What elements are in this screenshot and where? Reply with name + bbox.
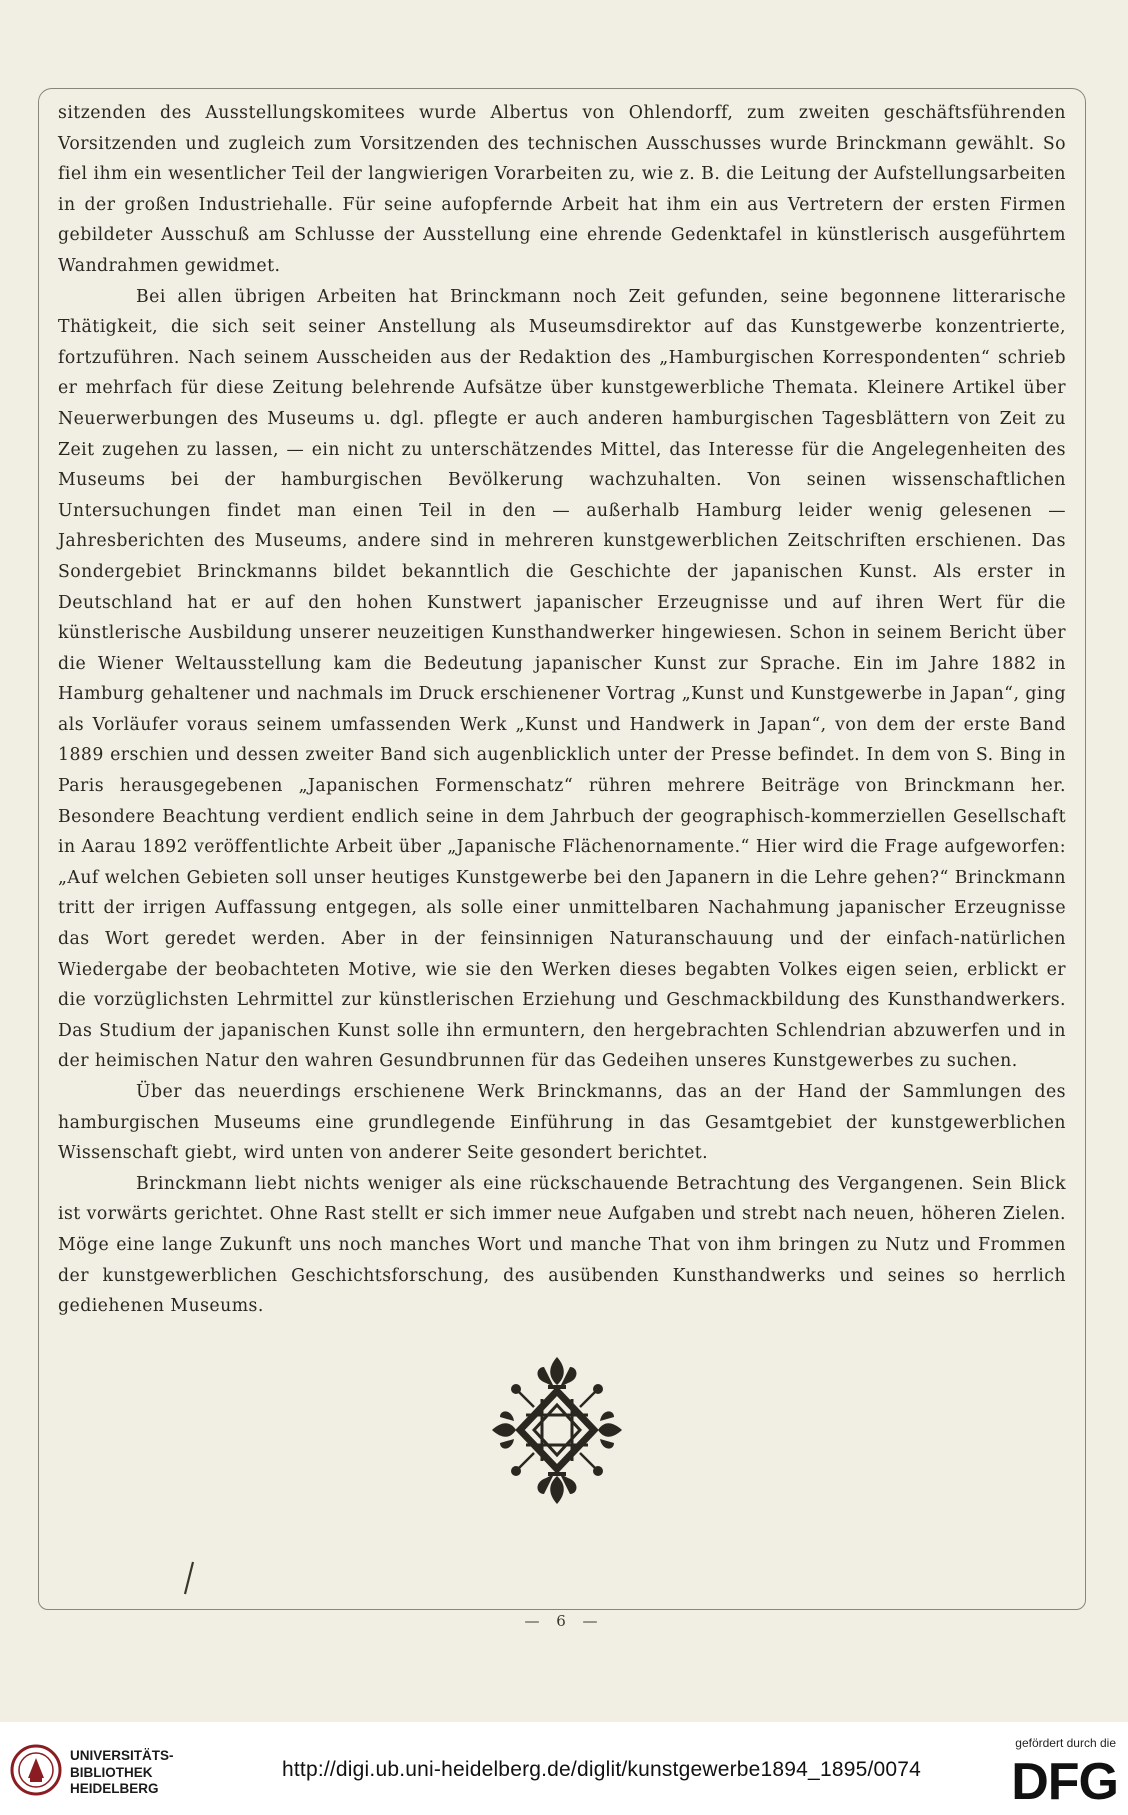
funding-note: gefördert durch die: [1015, 1736, 1116, 1750]
pencil-mark: [181, 1560, 197, 1596]
page-number: — 6 —: [524, 1612, 604, 1630]
fleur-de-lis-ornament-icon: [488, 1353, 626, 1508]
paragraph-2: Bei allen übrigen Arbeiten hat Brinckmann noch Zeit gefunden, seine begonnene litterarische Thätigkeit, die sich seit seiner Anstellung als Museumsdirektor auf das Kunstgewerbe konzentrierte, fortzuführen. Nach seinem Ausscheiden aus der Redaktion des „Hamburgischen Korrespondenten“ schrieb er mehrfach für diese Zeitung belehrende Aufsätze über kunstgewerbliche Themata. Kleinere Artikel über Neuerwerbungen des Museums u. dgl. pflegte er auch anderen hamburgischen Tagesblättern von Zeit zu Zeit zugehen zu lassen, — ein nicht zu unterschätzendes Mittel, das Interesse für die Angelegenheiten des Museums bei der hamburgischen Bevölkerung wachzuhalten. Von seinen wissenschaftlichen Untersuchungen findet man einen Teil in den — außerhalb Hamburg leider wenig gelesenen — Jahresberichten des Museums, andere sind in mehreren kunstgewerblichen Zeitschriften erschienen. Das Sondergebiet Brinckmanns bildet bekanntlich die Geschichte der japanischen Kunst. Als erster in Deutschland hat er auf den hohen Kunstwert japanischer Erzeugnisse und auf ihren Wert für die künstlerische Ausbildung unserer neuzeitigen Kunsthandwerker hingewiesen. Schon in seinem Bericht über die Wiener Weltausstellung kam die Bedeutung japanischer Kunst zur Sprache. Ein im Jahre 1882 in Hamburg gehaltener und nachmals im Druck erschienener Vortrag „Kunst und Kunstgewerbe in Japan“, ging als Vorläufer voraus seinem umfassenden Werk „Kunst und Handwerk in Japan“, von dem der erste Band 1889 erschien und dessen zweiter Band sich augenblicklich unter der Presse befindet. In dem von S. Bing in Paris herausgegebenen „Japanischen Formenschatz“ rühren mehrere Beiträge von Brinckmann her. Besondere Beachtung verdient endlich seine in dem Jahrbuch der geographisch-kommerziellen Gesellschaft in Aarau 1892 veröffentlichte Arbeit über „Japanische Flächenornamente.“ Hier wird die Frage aufgeworfen: „Auf welchen Gebieten soll unser heutiges Kunstgewerbe bei den Japanern in die Lehre gehen?“ Brinckmann tritt der irrigen Auffassung entgegen, als solle einer unmittelbaren Nachahmung japanischer Erzeugnisse das Wort geredet werden. Aber in der feinsinnigen Naturanschauung und der einfach-natürlichen Wiedergabe der beobachteten Motive, wie sie den Werken dieses begabten Volkes eigen seien, erblickt er die vorzüglichsten Lehrmittel zur künstlerischen Erziehung und Geschmackbildung des Kunsthandwerkers. Das Studium der japanischen Kunst solle ihn ermuntern, den hergebrachten Schlendrian abzuwerfen und in der heimischen Natur den wahren Gesundbrunnen für das Gedeihen unseres Kunstgewerbes zu suchen.: [58, 286, 1066, 1072]
footer-bar: [0, 1722, 1128, 1815]
paragraph-4: Brinckmann liebt nichts weniger als eine rückschauende Betrachtung des Vergangenen. Sein Blick ist vorwärts gerichtet. Ohne Rast stellt er sich immer neue Aufgaben und strebt nach neuen, höheren Zielen. Möge eine lange Zukunft uns noch manches Wort und manche That von ihm bringen zu Nutz und Frommen der kunstgewerblichen Geschichtsforschung, des ausübenden Kunsthandwerks und seines so herrlich gediehenen Museums.: [58, 1173, 1066, 1317]
article-body: [58, 98, 1066, 1322]
university-seal-icon: [10, 1744, 62, 1796]
source-url-link[interactable]: http://digi.ub.uni-heidelberg.de/diglit/kunstgewerbe1894_1895/0074: [282, 1758, 922, 1781]
dfg-logo: DFG: [1011, 1753, 1118, 1811]
paragraph-1: sitzenden des Ausstellungskomitees wurde Albertus von Ohlendorff, zum zweiten geschäftsführenden Vorsitzenden und zugleich zum Vorsitzenden des technischen Ausschusses wurde Brinckmann gewählt. So fiel ihm ein wesentlicher Teil der langwierigen Vorarbeiten zu, wie z. B. die Leitung der Aufstellungsarbeiten in der großen Industriehalle. Für seine aufopfernde Arbeit hat ihm ein aus Vertretern der ersten Firmen gebildeter Ausschuß am Schlusse der Ausstellung eine ehrende Gedenktafel in künstlerisch ausgeführtem Wandrahmen gewidmet.: [58, 103, 1066, 276]
institution-name: UNIVERSITÄTS- BIBLIOTHEK HEIDELBERG: [70, 1748, 174, 1796]
paragraph-3: Über das neuerdings erschienene Werk Brinckmanns, das an der Hand der Sammlungen des hamburgischen Museums eine grundlegende Einführung in das Gesamtgebiet der kunstgewerblichen Wissenschaft giebt, wird unten von anderer Seite gesondert berichtet.: [58, 1082, 1066, 1164]
